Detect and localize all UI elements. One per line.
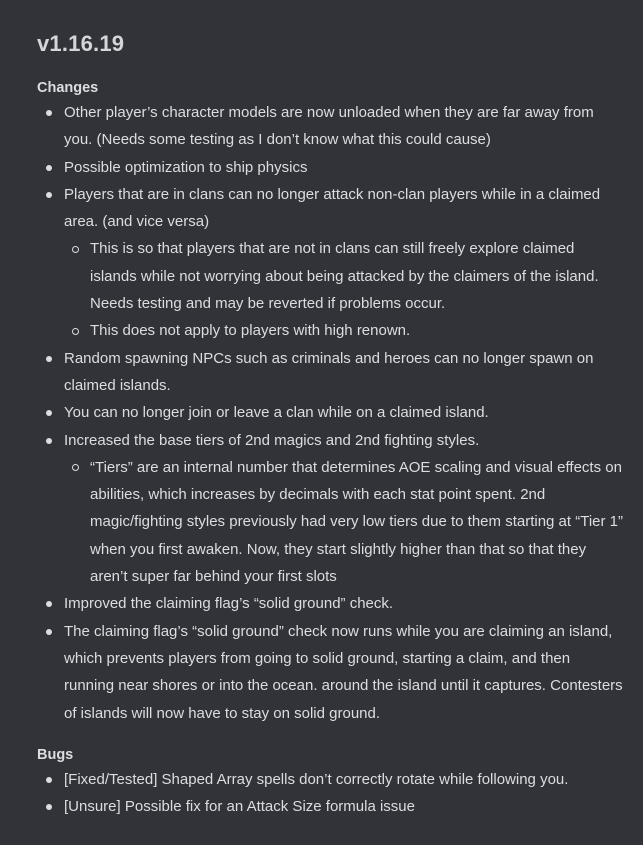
change-subitem <box>64 454 623 590</box>
change-item-text: Random spawning NPCs such as criminals and heroes can no longer spawn on claimed islands. <box>64 349 594 394</box>
bugs-heading: Bugs <box>37 746 74 763</box>
change-item <box>37 345 623 400</box>
change-subitem-text: “Tiers” are an internal number that determines AOE scaling and visual effects on abilities, which increases by decimals with each stat point spent. 2nd magic/fighting styles previously had very low tiers due to them starting at “Tier 1” when you first awaken. Now, they start slightly higher than that so that they aren’t super far behind your first slots <box>90 458 623 586</box>
version-title: v1.16.19 <box>37 31 125 56</box>
bug-item-text: [Fixed/Tested] Shaped Array spells don’t correctly rotate while following you. <box>64 770 569 788</box>
change-item <box>37 618 623 727</box>
change-sublist <box>64 235 623 344</box>
change-item <box>37 99 623 154</box>
change-item <box>37 181 623 345</box>
change-item <box>37 427 623 591</box>
bug-item-text: [Unsure] Possible fix for an Attack Size formula issue <box>64 798 415 816</box>
change-item <box>37 154 623 181</box>
change-item <box>37 399 623 426</box>
change-subitem-text: This is so that players that are not in clans can still freely explore claimed islands while not worrying about being attacked by the claimers of the island. Needs testing and may be reverted if problems occur. <box>90 240 599 313</box>
change-item-text: Increased the base tiers of 2nd magics and 2nd fighting styles. <box>64 431 480 449</box>
changes-list <box>37 99 623 727</box>
change-item-text: Improved the claiming flag’s “solid ground” check. <box>64 595 394 613</box>
change-subitem <box>64 235 623 317</box>
change-item-text: The claiming flag’s “solid ground” check now runs while you are claiming an island, which prevents players from going to solid ground, starting a claim, and then running near shores or into the ocean. around the island until it captures. Contesters of islands will now have to stay on solid ground. <box>64 622 623 722</box>
change-item-text: You can no longer join or leave a clan while on a claimed island. <box>64 404 489 422</box>
bugs-list <box>37 766 623 821</box>
changes-heading: Changes <box>37 80 99 96</box>
change-subitem-text: This does not apply to players with high renown. <box>90 322 411 340</box>
change-subitem <box>64 317 623 344</box>
change-sublist <box>64 454 623 590</box>
change-item <box>37 590 623 617</box>
bug-item <box>37 766 623 793</box>
change-item-text: Other player’s character models are now unloaded when they are far away from you. (Needs some testing as I don’t know what this could cause) <box>64 104 594 149</box>
bug-item <box>37 793 623 820</box>
change-item-text: Players that are in clans can no longer attack non-clan players while in a claimed area. (and vice versa) <box>64 185 601 231</box>
change-item-text: Possible optimization to ship physics <box>64 158 308 176</box>
